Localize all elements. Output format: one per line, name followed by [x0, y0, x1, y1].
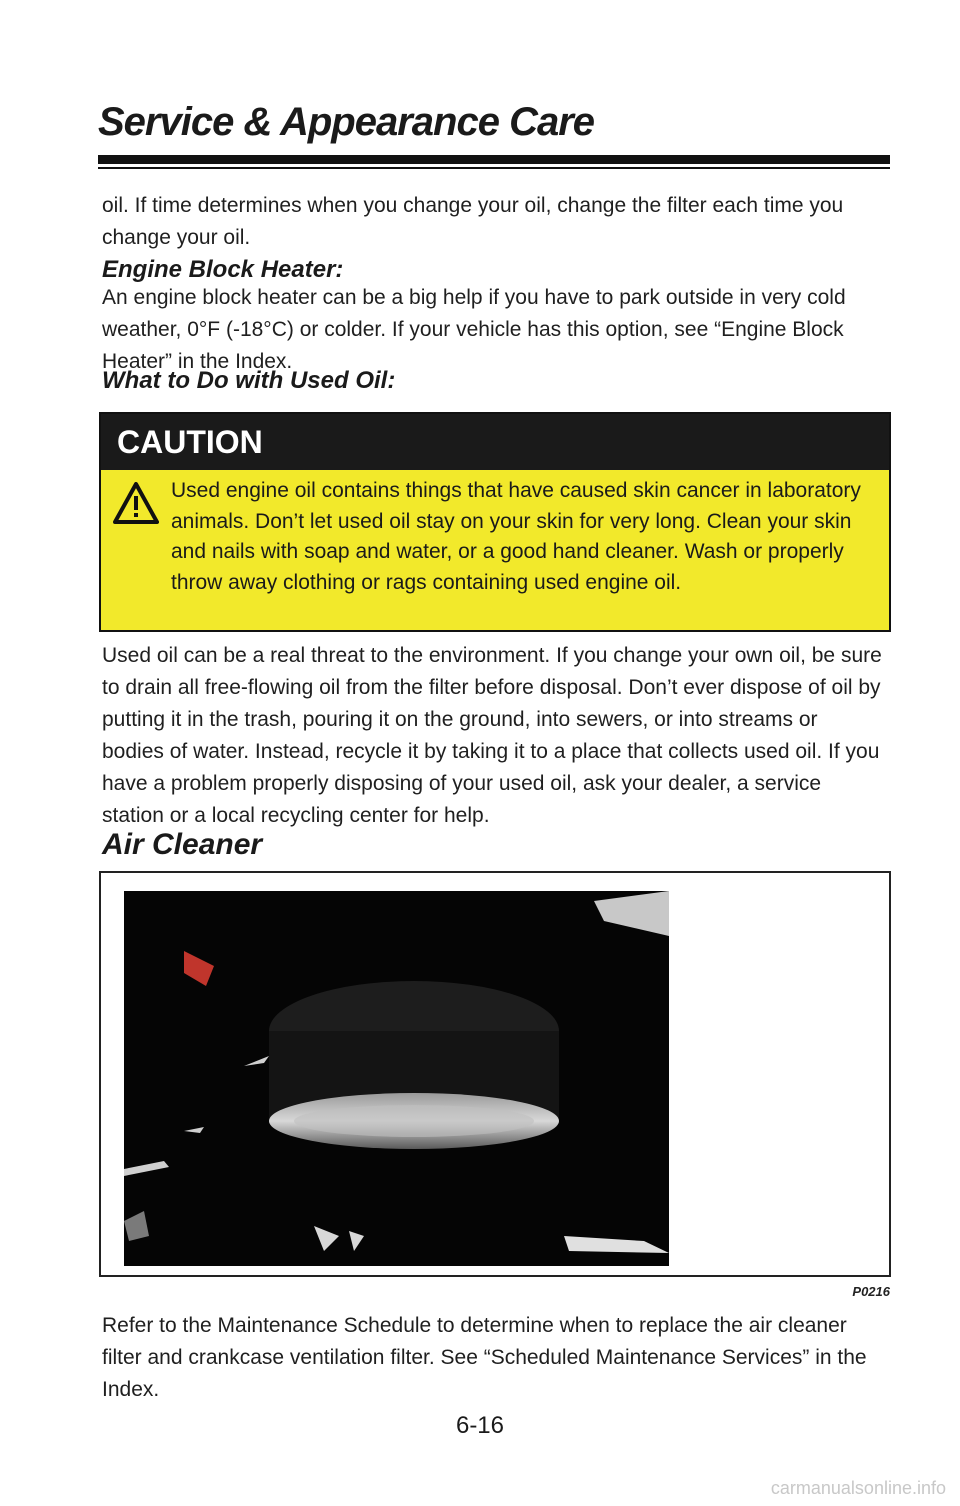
caution-text: Used engine oil contains things that have caused skin cancer in laboratory animals. Don’t let used oil stay on your skin for very long. Clean your skin and nails with soap and water, or a good hand cleaner. Wash or properly throw away clothing or rags containing used engine oil. — [171, 479, 861, 594]
used-oil-body: Used oil can be a real threat to the environment. If you change your own oil, be sure to drain all free-flowing oil from the filter before disposal. Don’t ever dispose of oil by putting it in the trash, pouring it on the ground, into sewers, or into streams or bodies of water. Instead, recycle it by taking it to a place that collects used oil. If you have a problem properly disposing of your used oil, ask your dealer, a service station or a local recycling center for help. — [102, 644, 882, 827]
title-rule-thin — [98, 167, 890, 169]
section-title: Service & Appearance Care — [98, 100, 595, 144]
caution-label: CAUTION — [101, 414, 889, 470]
title-rule — [98, 155, 890, 164]
engine-photo — [124, 891, 669, 1266]
intro-paragraph: oil. If time determines when you change your oil, change the filter each time you change your oil. — [102, 194, 844, 249]
engine-block-heater-heading: Engine Block Heater: — [102, 256, 344, 283]
used-oil-heading: What to Do with Used Oil: — [102, 367, 396, 394]
air-cleaner-heading: Air Cleaner — [102, 828, 263, 861]
engine-block-heater-body: An engine block heater can be a big help if you have to park outside in very cold weather, 0°F (-18°C) or colder. If your vehicle has this option, see “Engine Block Heater” in the Index. — [102, 286, 846, 373]
photo-code: P0216 — [852, 1284, 890, 1299]
air-cleaner-body: Refer to the Maintenance Schedule to determine when to replace the air cleaner filter and crankcase ventilation filter. See “Scheduled Maintenance Services” in the Index. — [102, 1314, 867, 1401]
watermark: carmanualsonline.info — [770, 1478, 946, 1498]
page-number: 6-16 — [455, 1412, 505, 1439]
warning-triangle-icon — [113, 482, 159, 524]
caution-box — [99, 412, 891, 632]
